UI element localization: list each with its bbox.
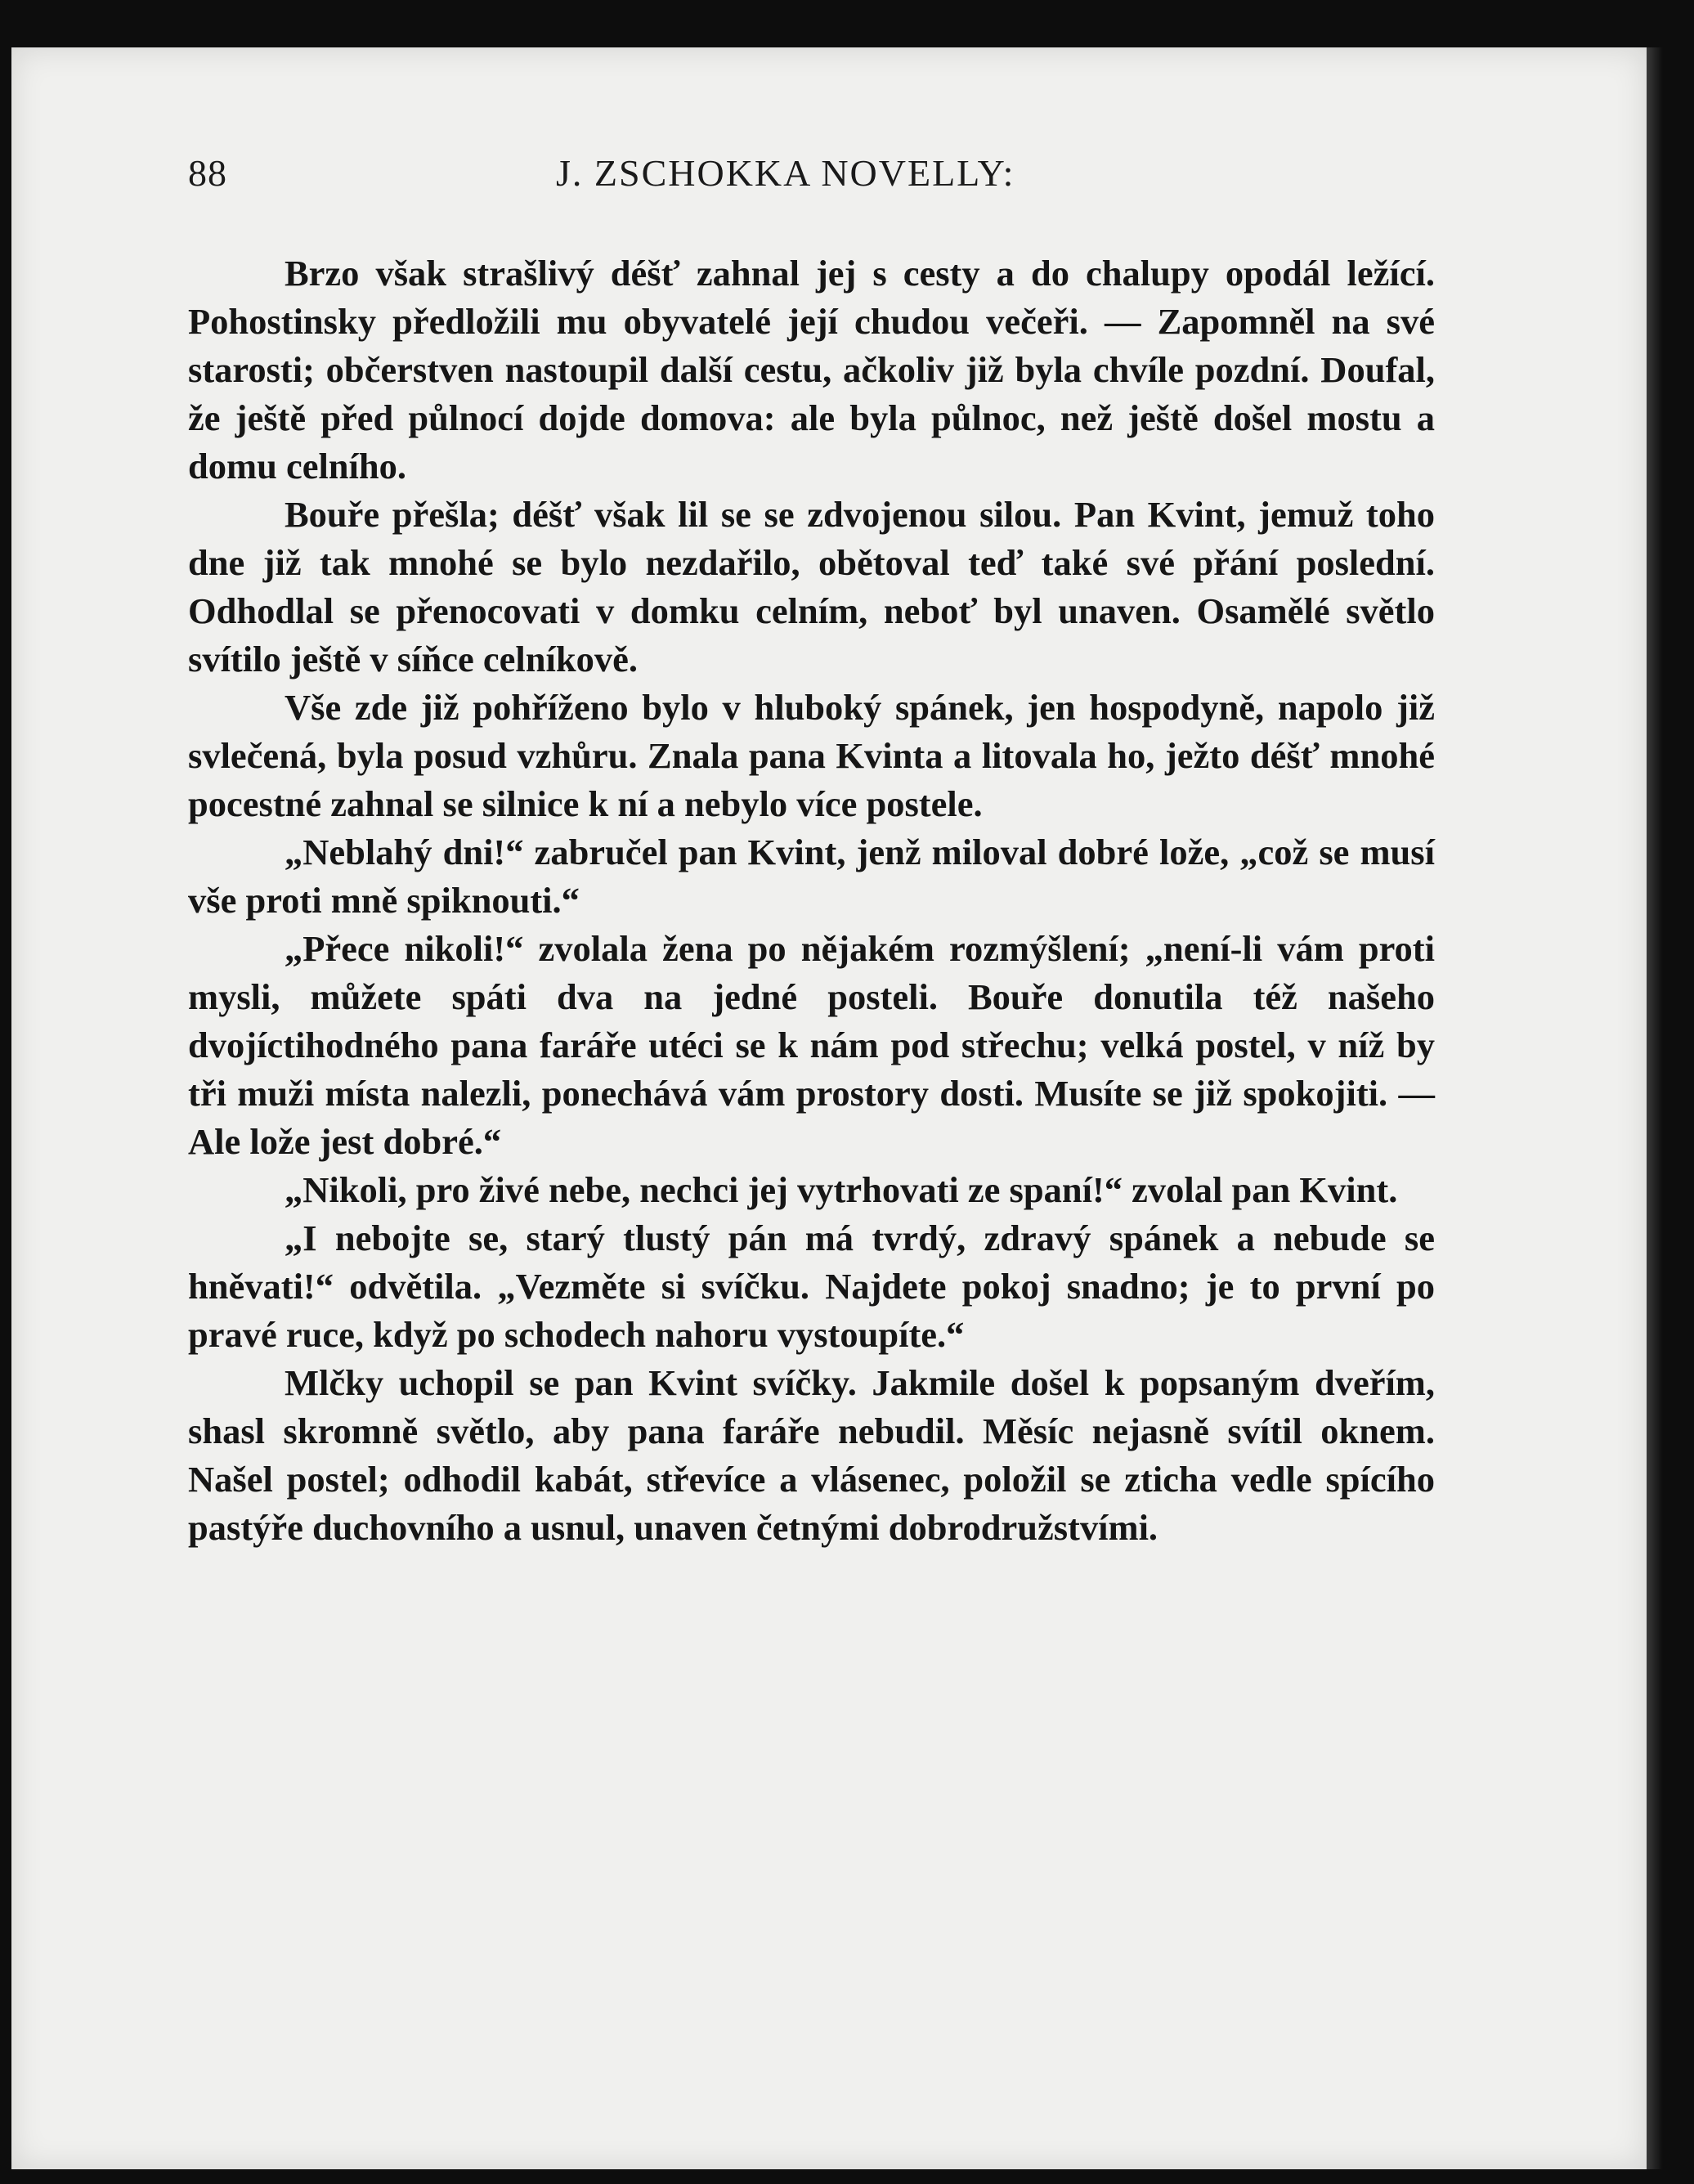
body-text [188, 249, 1435, 1552]
paragraph: „Neblahý dni!“ zabručel pan Kvint, jenž miloval dobré lože, „což se musí vše proti mně spiknouti.“ [188, 832, 1435, 921]
running-title: J. ZSCHOKKA NOVELLY: [556, 152, 1015, 194]
page-edge-shadow [1647, 47, 1663, 2169]
paragraph: „I nebojte se, starý tlustý pán má tvrdý, zdravý spánek a nebude se hněvati!“ odvětila. „Vezměte si svíčku. Najdete pokoj snadno; je to první po pravé ruce, když po schodech nahoru vystoupíte.“ [188, 1218, 1435, 1355]
paragraph: „Nikoli, pro živé nebe, nechci jej vytrhovati ze spaní!“ zvolal pan Kvint. [285, 1169, 1398, 1210]
paragraph: Brzo však strašlivý déšť zahnal jej s cesty a do chalupy opodál ležící. Pohostinsky předložili mu obyvatelé její chudou večeři. — Zapomněl na své starosti; občerstven nastoupil další cestu, ačkoliv již byla chvíle pozdní. Doufal, že ještě před půlnocí dojde domova: ale byla půlnoc, než ještě došel mostu a domu celního. [188, 253, 1435, 487]
page-header [188, 151, 1439, 200]
paragraph: Mlčky uchopil se pan Kvint svíčky. Jakmile došel k popsaným dveřím, shasl skromně světlo, aby pana faráře nebudil. Měsíc nejasně svítil oknem. Našel postel; odhodil kabát, střevíce a vlásenec, položil se zticha vedle spícího pastýře duchovního a usnul, unaven četnými dobrodružstvími. [188, 1362, 1435, 1548]
paragraph: Vše zde již pohříženo bylo v hluboký spánek, jen hospodyně, napolo již svlečená, byla posud vzhůru. Znala pana Kvinta a litovala ho, ježto déšť mnohé pocestné zahnal se silnice k ní a nebylo více postele. [188, 687, 1435, 824]
paragraph: Bouře přešla; déšť však lil se se zdvojenou silou. Pan Kvint, jemuž toho dne již tak mnohé se bylo nezdařilo, obětoval teď také své přání poslední. Odhodlal se přenocovati v domku celním, neboť byl unaven. Osamělé světlo svítilo ještě v síňce celníkově. [188, 494, 1435, 679]
paragraph: „Přece nikoli!“ zvolala žena po nějakém rozmýšlení; „není-li vám proti mysli, můžete spáti dva na jedné posteli. Bouře donutila též našeho dvojíctihodného pana faráře utéci se k nám pod střechu; velká postel, v níž by tři muži místa nalezli, ponechává vám prostory dosti. Musíte se již spokojiti. — Ale lože jest dobré.“ [188, 928, 1435, 1162]
page-number: 88 [188, 152, 227, 194]
